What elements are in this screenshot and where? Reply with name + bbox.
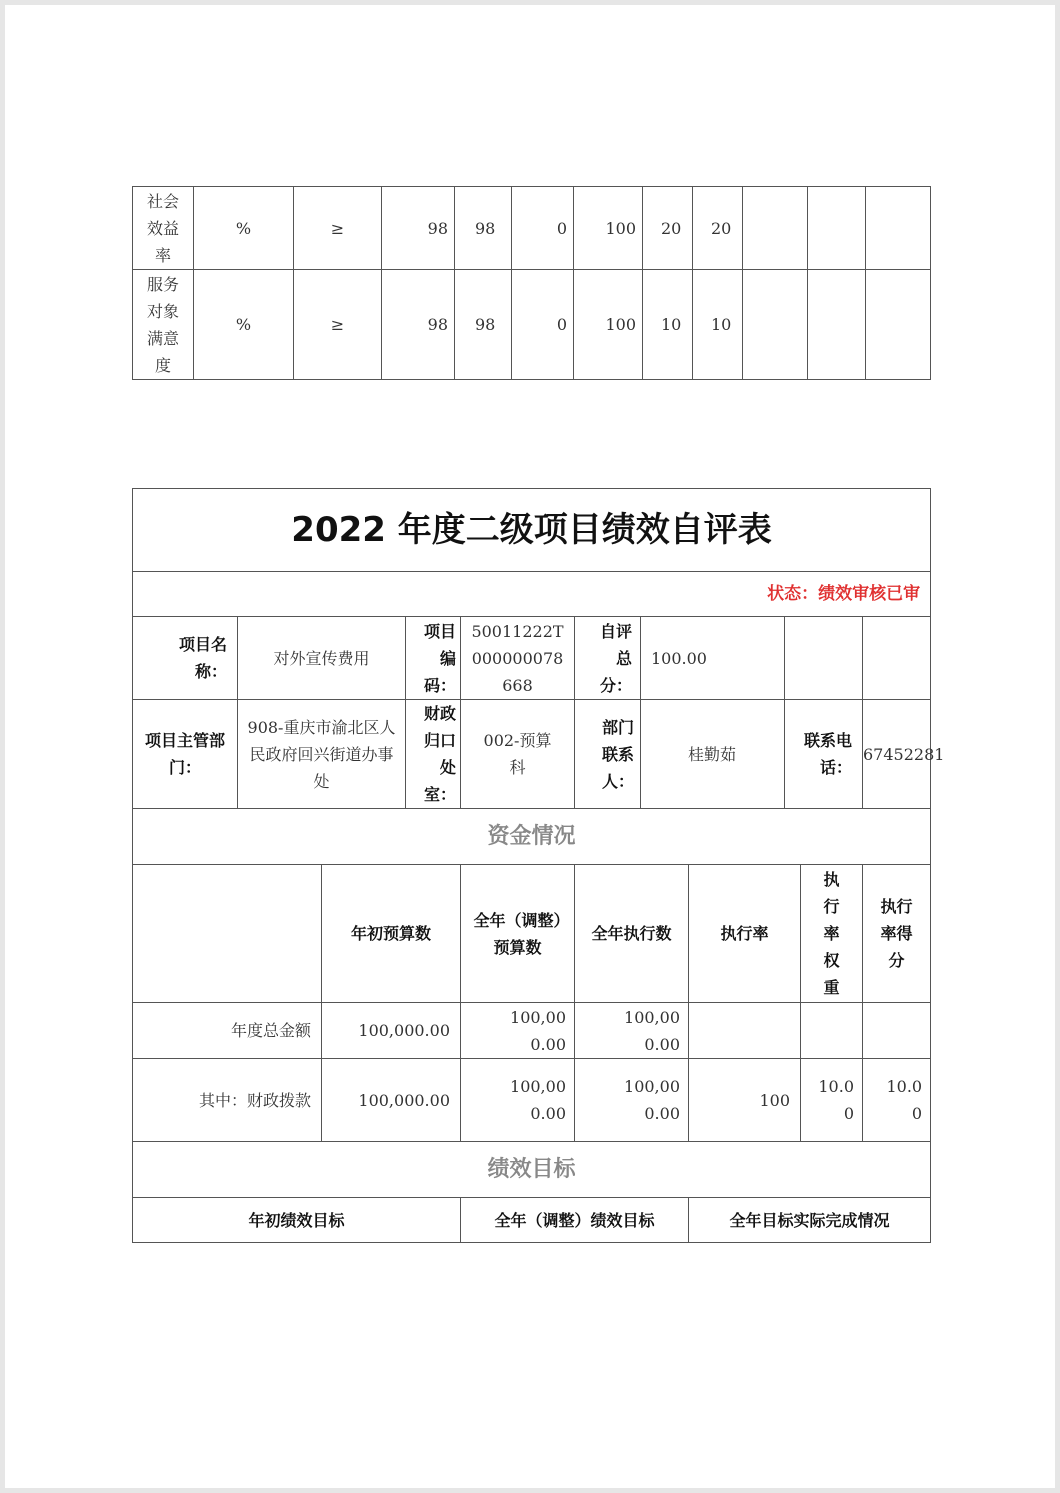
dept-name: 908-重庆市渝北区人民政府回兴街道办事处 <box>238 700 406 809</box>
project-name: 对外宣传费用 <box>238 617 406 700</box>
indicator-c6: 0 <box>512 187 574 270</box>
funds-header-rate: 执行率 <box>689 865 801 1003</box>
self-score-label: 自评总分： <box>575 617 641 700</box>
empty-cell <box>785 617 863 700</box>
indicator-target: 98 <box>382 187 455 270</box>
funds-weight: 10.00 <box>801 1059 863 1142</box>
indicator-c7: 100 <box>574 187 643 270</box>
contact-label: 部门联系人： <box>575 700 641 809</box>
funds-row <box>133 1059 931 1142</box>
funds-initial: 100,000.00 <box>322 1003 461 1059</box>
indicator-unit: % <box>194 187 294 270</box>
indicator-operator: ≥ <box>294 270 382 380</box>
indicator-name: 社会效益率 <box>133 187 194 270</box>
indicator-row <box>133 187 931 270</box>
project-code-label: 项目编码： <box>406 617 461 700</box>
indicator-c7: 100 <box>574 270 643 380</box>
indicator-empty <box>743 270 808 380</box>
indicator-score: 20 <box>693 187 743 270</box>
indicator-row <box>133 270 931 380</box>
funds-section-title: 资金情况 <box>133 809 931 865</box>
indicator-actual: 98 <box>455 187 512 270</box>
goals-header-initial: 年初绩效目标 <box>133 1198 461 1243</box>
indicator-actual: 98 <box>455 270 512 380</box>
indicator-empty <box>743 187 808 270</box>
funds-executed: 100,000.00 <box>575 1003 689 1059</box>
funds-header-rate-weight: 执行率权重 <box>801 865 863 1003</box>
finance-office: 002-预算科 <box>461 700 575 809</box>
indicator-weight: 20 <box>643 187 693 270</box>
indicator-unit: % <box>194 270 294 380</box>
indicator-c6: 0 <box>512 270 574 380</box>
self-evaluation-form <box>132 488 945 1243</box>
funds-header-rate-score: 执行率得分 <box>863 865 931 1003</box>
funds-header-executed: 全年执行数 <box>575 865 689 1003</box>
funds-rate <box>689 1003 801 1059</box>
funds-executed: 100,000.00 <box>575 1059 689 1142</box>
finance-label: 财政归口处室： <box>406 700 461 809</box>
goals-header-actual: 全年目标实际完成情况 <box>689 1198 931 1243</box>
funds-initial: 100,000.00 <box>322 1059 461 1142</box>
funds-weight <box>801 1003 863 1059</box>
goals-header-adjusted: 全年（调整）绩效目标 <box>461 1198 689 1243</box>
funds-score: 10.00 <box>863 1059 931 1142</box>
indicator-operator: ≥ <box>294 187 382 270</box>
indicator-weight: 10 <box>643 270 693 380</box>
funds-row <box>133 1003 931 1059</box>
funds-row-label: 年度总金额 <box>133 1003 322 1059</box>
funds-row-label: 其中：财政拨款 <box>133 1059 322 1142</box>
status-text: 状态：绩效审核已审 <box>133 572 931 617</box>
funds-rate: 100 <box>689 1059 801 1142</box>
funds-adjusted: 100,000.00 <box>461 1059 575 1142</box>
indicator-target: 98 <box>382 270 455 380</box>
empty-cell <box>863 617 931 700</box>
goals-section-title: 绩效目标 <box>133 1142 931 1198</box>
funds-adjusted: 100,000.00 <box>461 1003 575 1059</box>
project-code: 50011222T000000078668 <box>461 617 575 700</box>
phone-number: 67452281 <box>863 700 931 809</box>
funds-header-adjusted: 全年（调整）预算数 <box>461 865 575 1003</box>
indicator-empty <box>808 270 866 380</box>
indicator-empty <box>866 270 931 380</box>
funds-score <box>863 1003 931 1059</box>
indicator-empty <box>808 187 866 270</box>
project-name-label: 项目名称： <box>133 617 238 700</box>
form-title: 2022 年度二级项目绩效自评表 <box>133 489 931 572</box>
self-score: 100.00 <box>641 617 785 700</box>
indicator-name: 服务对象满意度 <box>133 270 194 380</box>
indicator-empty <box>866 187 931 270</box>
dept-label: 项目主管部门： <box>133 700 238 809</box>
phone-label: 联系电话： <box>785 700 863 809</box>
contact-person: 桂勤茹 <box>641 700 785 809</box>
funds-header-initial: 年初预算数 <box>322 865 461 1003</box>
indicator-score: 10 <box>693 270 743 380</box>
funds-header-blank <box>133 865 322 1003</box>
indicator-table <box>132 186 931 380</box>
